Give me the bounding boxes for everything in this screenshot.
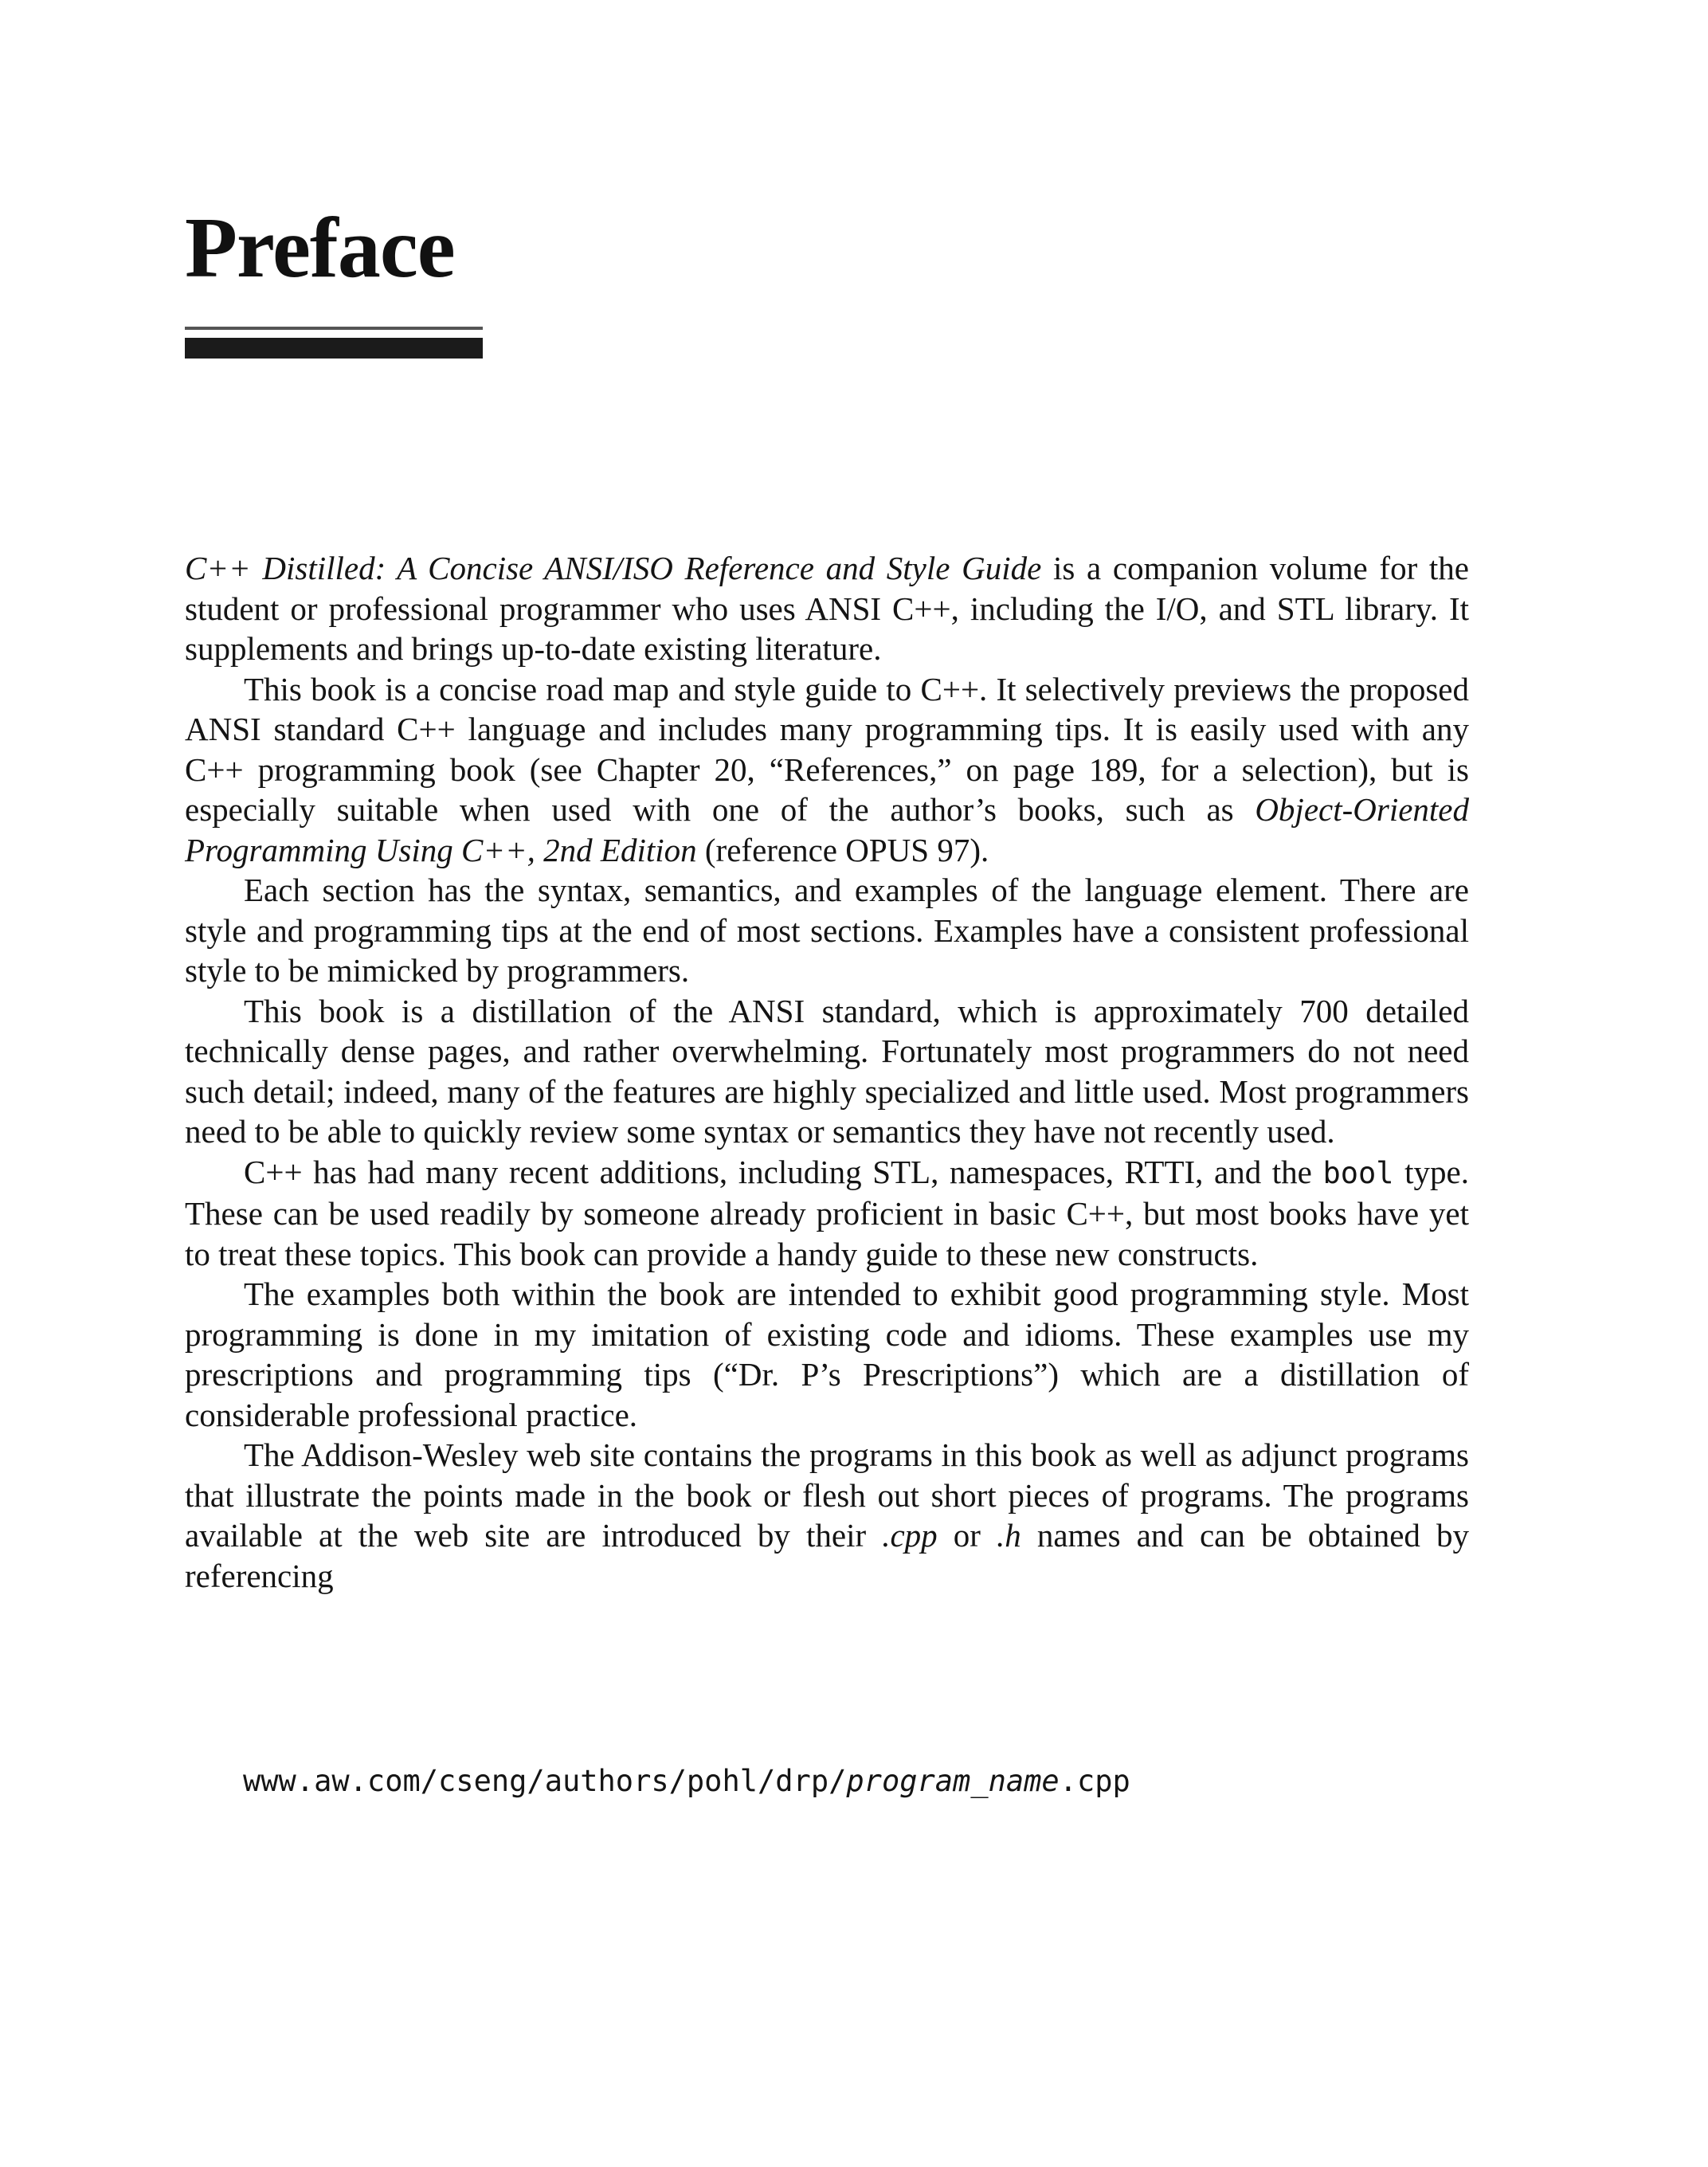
paragraph-2-text-after: (reference OPUS 97).	[696, 831, 989, 868]
title-underline-rule	[185, 327, 483, 330]
paragraph-1-text: is a companion volume for the student or professional programmer who uses ANSI C++, including the I/O, and STL library. It supplements and brings up-to-date existing literature.	[185, 550, 1469, 667]
paragraph-1	[185, 548, 1469, 669]
paragraph-7	[185, 1435, 1469, 1596]
paragraph-3: Each section has the syntax, semantics, and examples of the language element. There are style and programming tips at the end of most sections. Examples have a consistent professional style to be mimicked by programmers.	[185, 872, 1469, 989]
paragraph-4: This book is a distillation of the ANSI standard, which is approximately 700 detailed technically dense pages, and rather overwhelming. Fortunately most programmers do not need such detail; indeed, many of the features are highly specialized and little used. Most programmers need to be able to quickly review some syntax or semantics they have not recently used.	[185, 992, 1469, 1150]
program-url	[243, 1761, 1130, 1801]
paragraph-2-text-before: This book is a concise road map and style guide to C++. It selectively previews the proposed ANSI standard C++ language and includes many programming tips. It is easily used with any C++ programming book (see Chapter 20, “References,” on page 189, for a selection), but is especially suitable when used with one of the author’s books, such as	[185, 670, 1469, 828]
paragraph-7-text: The Addison-Wesley web site contains the programs in this book as well as adjunct programs that illustrate the points made in the book or flesh out short pieces of programs. The programs available at the web site are introduced by their	[185, 1436, 1469, 1554]
paragraph-5-text-after: type. These can be used readily by someone already proficient in basic C++, but most books have yet to treat these topics. This book can provide a handy guide to these new constructs.	[185, 1153, 1469, 1272]
paragraph-2	[185, 669, 1469, 871]
extension-cpp: .cpp	[882, 1517, 938, 1554]
url-program-name: program_name	[846, 1764, 1060, 1798]
paragraph-5-text-before: C++ has had many recent additions, including STL, namespaces, RTTI, and the	[244, 1153, 1323, 1190]
chapter-title: Preface	[185, 201, 455, 296]
book-reference: Object-Oriented Programming Using C++, 2nd Edition	[185, 791, 1469, 868]
url-prefix: www.aw.com/cseng/authors/pohl/drp/	[243, 1764, 847, 1798]
extension-h: .h	[997, 1517, 1021, 1554]
paragraph-7-or: or	[937, 1517, 997, 1554]
code-keyword-bool: bool	[1322, 1155, 1394, 1190]
paragraph-7-text-after: names and can be obtained by referencing	[185, 1517, 1469, 1594]
url-suffix: .cpp	[1059, 1764, 1130, 1798]
paragraph-5	[185, 1152, 1469, 1275]
preface-body	[185, 548, 1469, 1596]
paragraph-6: The examples both within the book are intended to exhibit good programming style. Most programming is done in my imitation of existing code and idioms. These examples use my prescriptions and programming tips (“Dr. P’s Prescriptions”) which are a distillation of considerable professional practice.	[185, 1276, 1469, 1433]
title-underline-bar	[185, 338, 483, 359]
book-title: C++ Distilled: A Concise ANSI/ISO Reference and Style Guide	[185, 550, 1042, 586]
